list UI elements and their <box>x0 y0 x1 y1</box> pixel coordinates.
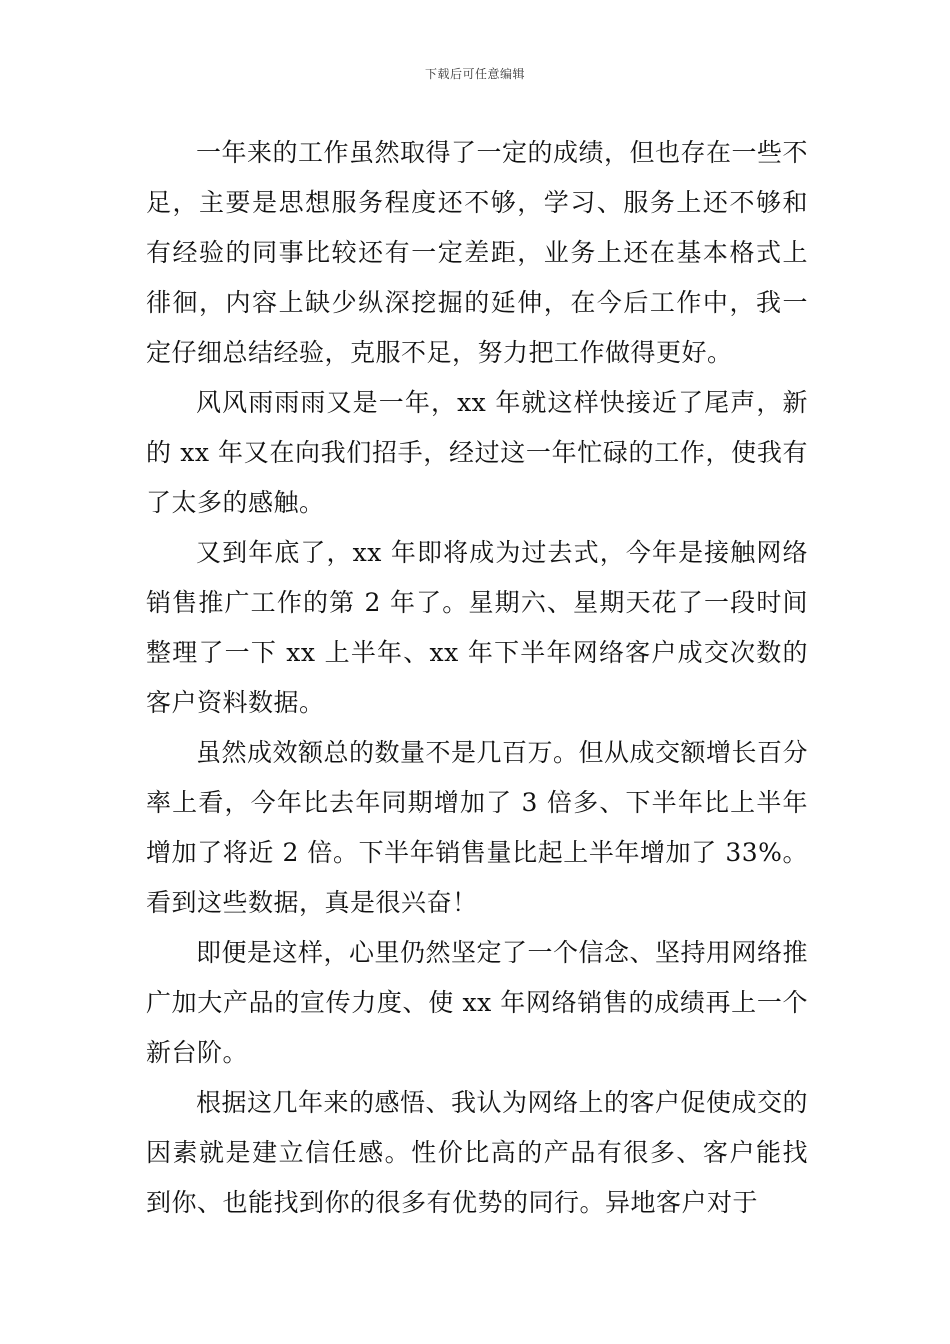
paragraph-growth: 虽然成效额总的数量不是几百万。但从成交额增长百分率上看，今年比去年同期增加了 3 倍多、下半年比上半年增加了将近 2 倍。下半年销售量比起上半年增加了 33%。看到这些数据，真是很兴奋！ <box>146 738 809 917</box>
paragraph-work-summary: 一年来的工作虽然取得了一定的成绩，但也存在一些不足，主要是思想服务程度还不够，学习、服务上还不够和有经验的同事比较还有一定差距，业务上还在基本格式上徘徊，内容上缺少纵深挖掘的延伸，在今后工作中，我一定仔细总结经验，克服不足，努力把工作做得更好。 <box>146 138 809 367</box>
paragraph-year-end: 风风雨雨雨又是一年，xx 年就这样快接近了尾声，新的 xx 年又在向我们招手，经过这一年忙碌的工作，使我有了太多的感触。 <box>146 388 808 517</box>
paragraph-data-review: 又到年底了，xx 年即将成为过去式，今年是接触网络销售推广工作的第 2 年了。星期六、星期天花了一段时间整理了一下 xx 上半年、xx 年下半年网络客户成交次数的客户资料数据。 <box>146 538 808 717</box>
paragraph-trust: 根据这几年来的感悟、我认为网络上的客户促使成交的因素就是建立信任感。性价比高的产品有很多、客户能找到你、也能找到你的很多有优势的同行。异地客户对于 <box>146 1088 809 1217</box>
page-header: 下载后可任意编辑 <box>424 67 525 81</box>
paragraph-belief: 即便是这样，心里仍然坚定了一个信念、坚持用网络推广加大产品的宣传力度、使 xx 年网络销售的成绩再上一个新台阶。 <box>146 938 809 1067</box>
document-body <box>146 128 808 1228</box>
